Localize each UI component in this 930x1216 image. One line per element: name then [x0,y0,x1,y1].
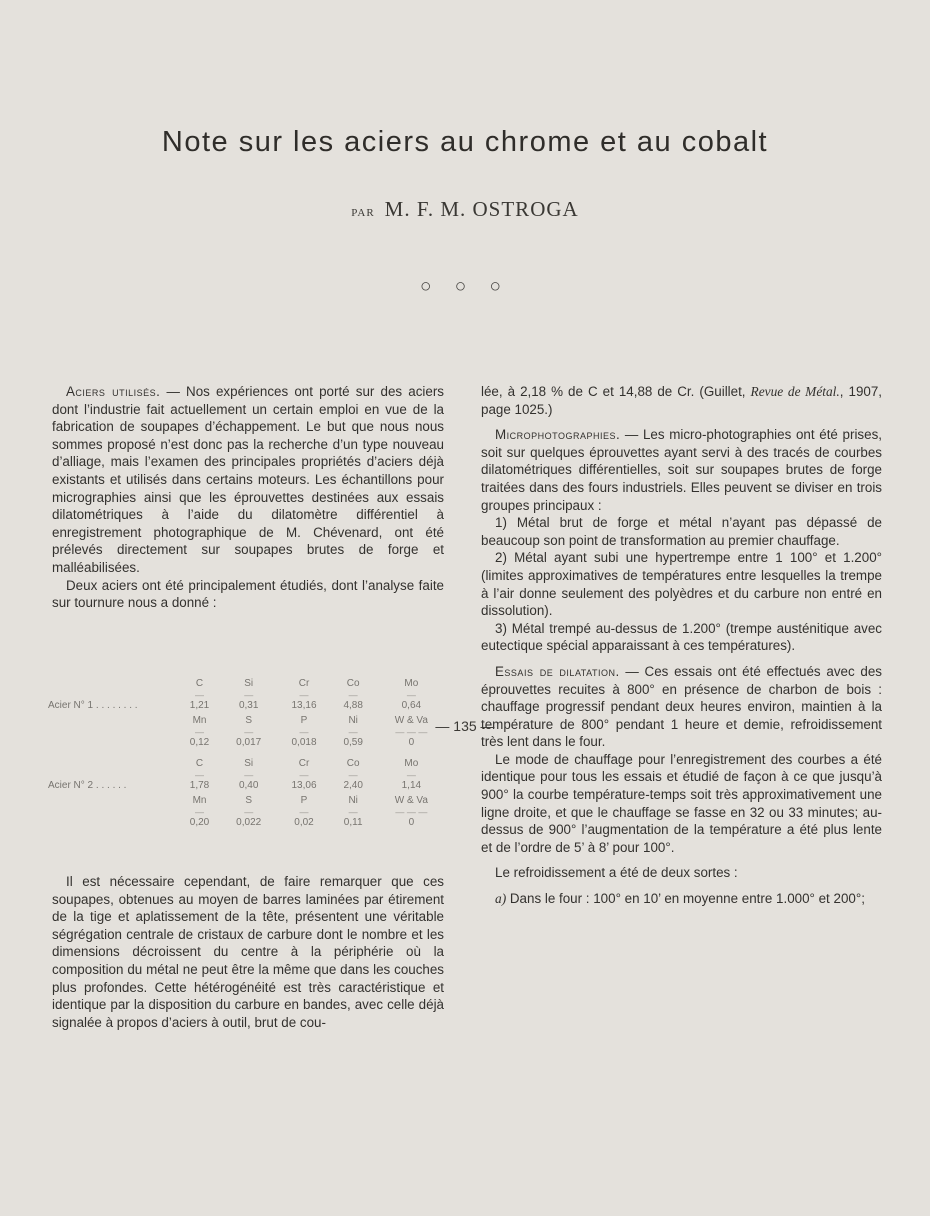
table-cell: 13,16 [291,700,317,712]
table-cell: 0,022 [236,817,262,829]
table-cell: 0,40 [238,780,259,792]
left-column-continued [52,873,444,1031]
table-cell: 1,78 [189,780,210,792]
table-cell: P [300,794,308,806]
table-cell: Co [346,757,360,769]
journal-title: Revue de Métal. [750,384,840,399]
table-cell: P [300,714,308,726]
paragraph-text: — Nos expériences ont porté sur des aciers dont l’industrie fait actuellement un certain emploi en vue de la fabrication de soupapes d’échappement. Le but que nous nous sommes proposé n’est donc pas la recherche d’un type nouveau d’alliage, mais l’examen des principales propriétés d’aciers déjà existants et utilisés dans certains moteurs. Les échantillons pour micrographies ainsi que les éprouvettes destinées aux essais dilatométriques à l’aide du dilatomètre différentiel à enregistrement photographique de M. Chévenard, ont été prélevés directement sur soupapes brutes de forge et malléabilisées. [52,384,445,575]
page-title: Note sur les aciers au chrome et au cobalt [161,126,769,158]
table-cell: 0,64 [401,700,422,712]
table-cell: 0,017 [236,737,262,749]
table-cell: 1,14 [401,780,422,792]
left-column [52,383,444,612]
table-cell: Si [244,677,254,689]
table-cell: 0,12 [189,737,210,749]
paragraph-mode-chauffage: Le mode de chauffage pour l’enregistrement des courbes a été identique pour tous les essais et étudié de façon à ce que jusqu’à 900° la courbe température-temps soit très approximativement une ligne droite, et que le chauffage se fasse en 32 ou 33 minutes; au-dessus de 900° l’augmentation de la température a été plus lente et de l’ordre de 5’ à 8’ pour 100°. [481,751,882,855]
right-column [481,383,882,908]
byline-prefix: PAR [351,207,375,219]
paragraph-refroidissement: Le refroidissement a été de deux sortes : [495,865,738,881]
table-cell: Mn [192,714,207,726]
table-cell: C [195,677,204,689]
table-cell: Co [346,677,360,689]
page-number: — 135 — [435,718,495,734]
table-cell: 1,21 [189,700,210,712]
paragraph-text: lée, à 2,18 % de C et 14,88 de Cr. (Guillet, [481,384,751,399]
list-item-a [481,890,882,908]
paragraph-continuation [481,383,882,418]
table-cell: Cr [298,757,310,769]
row-label-acier-2: Acier N° 2 . . . . . . [48,780,127,792]
table-cell: 0,11 [343,817,363,829]
table-cell: 0,20 [189,817,210,829]
table-cell: 0,02 [294,817,314,829]
table-cell: 13,06 [291,780,317,792]
table-cell: 0,31 [238,700,259,712]
byline [0,197,930,222]
paragraph-essais-dilatation [481,663,882,751]
list-item-2: 2) Métal ayant subi une hypertrempe entre 1 100° et 1.200° (limites approximatives de températures entre lesquelles la trempe à l’air donne seulement des polyèdres et du carbure non entré en dissolution). [481,550,882,619]
table-cell: 2,40 [343,780,363,792]
section-heading-dilatation: Essais de dilatation. [495,663,620,679]
table-cell: Si [244,757,254,769]
table-cell: S [245,794,253,806]
table-cell: Ni [348,794,358,806]
table-cell: W & Va [394,794,428,806]
table-cell: W & Va [394,714,428,726]
table-cell: Ni [348,714,358,726]
paragraph-text: Dans le four : 100° en 10’ en moyenne entre 1.000° et 200°; [506,891,865,907]
table-cell: 0,018 [291,737,317,749]
table-cell: Mo [404,677,419,689]
table-cell: 4,88 [343,700,363,712]
ornament-circles: ○ ○ ○ [420,276,510,297]
paragraph-text: — Les micro-photographies ont été prises, soit sur quelques éprouvettes ayant servi à des tracés de courbes dilatométriques différentielles, soit sur soupapes brutes de forge traitées dans des fours industriels. Elles peuvent se diviser en trois groupes principaux : [481,427,882,513]
table-cell: 0 [408,737,415,749]
list-item-3: 3) Métal trempé au-dessus de 1.200° (trempe austénitique avec eutectique spécial apparaissant à ces températures). [481,620,882,654]
list-item-1: 1) Métal brut de forge et métal n’ayant pas dépassé de beaucoup son point de transformation au premier chauffage. [481,515,882,548]
table-cell: Mo [404,757,419,769]
table-cell: 0 [408,817,415,829]
paragraph-text: — Ces essais ont été effectués avec des éprouvettes recuites à 800° en présence de charbon de bois : chauffage progressif pendant deux heures environ, maintien à la température de 800° pendant 1 heure et demie, refroidissement très lent dans le four. [481,663,882,750]
table-cell: Cr [298,677,310,689]
section-heading-aciers: Aciers utilisés. [66,384,161,399]
section-heading-microphotographies: Microphotographies. [495,427,621,443]
author-name: M. F. M. OSTROGA [384,197,579,221]
paragraph-text: , 1907, page 1025.) [481,384,883,417]
analysis-table: C Si Cr Co Mo — — — — — Acier N° 1 . . . . . . . . 1,21 0,31 13,16 4,88 0,64 Mn S P Ni W & Va — — — — — — — 0,12 0,017 0,018 0,59 0 C Si Cr Co Mo — — — — — Acier N° 2 . . . . . . 1,78 0,40 13,06 2,40 1,14 Mn S P Ni W & Va — — — — — — — 0,20 0,022 0,02 0,11 0 [48,676,448,830]
table-cell: 0,59 [343,737,363,749]
paragraph-microphotographies [481,426,882,514]
paragraph-deux-aciers: Deux aciers ont été principalement étudiés, dont l’analyse faite sur tournure nous a donné : [52,577,444,611]
paragraph-heterogeneite: Il est nécessaire cependant, de faire remarquer que ces soupapes, obtenues au moyen de barres laminées par étirement de la tige et aplatissement de la tête, présentent une véritable ségrégation centrale de cristaux de carbure dont le nombre et les dimensions décroissent du centre à la périphérie où la composition du métal ne peut être la même que dans les couches plus profondes. Cette hétérogénéité est très caractéristique et identique par la disposition du carbure en bandes, avec celle déjà signalée à propos d’aciers à outil, brut de cou- [52,874,444,1030]
table-cell: Mn [192,794,207,806]
row-label-acier-1: Acier N° 1 . . . . . . . . [48,700,138,712]
table-cell: C [195,757,204,769]
table-cell: S [245,714,253,726]
item-marker: a) [495,891,507,907]
paragraph-aciers-utilises [52,383,444,577]
